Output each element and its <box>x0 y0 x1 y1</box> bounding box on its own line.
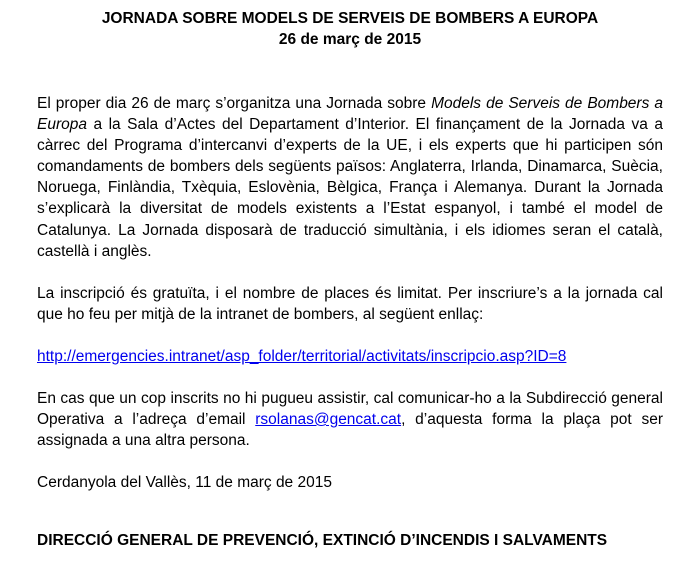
cancellation-paragraph <box>37 388 663 451</box>
title-line-1: JORNADA SOBRE MODELS DE SERVEIS DE BOMBERS A EUROPA <box>101 10 599 27</box>
cancellation-text-start: En cas que un cop inscrits no hi pugueu assistir, cal comunicar-ho a la Subdirecció general Operativa a l’adreça d’email <box>37 390 663 429</box>
event-name: Models de Serveis de Bombers a Europa <box>37 95 663 134</box>
contact-email-link[interactable]: rsolanas@gencat.cat <box>255 411 402 429</box>
inscription-paragraph: La inscripció és gratuïta, i el nombre de places és limitat. Per inscriure’s a la jornada cal que ho feu per mitjà de la intranet de bombers, al següent enllaç: <box>37 284 663 323</box>
link-paragraph <box>37 346 663 367</box>
document-page <box>37 8 663 551</box>
document-title <box>37 8 663 50</box>
intro-text-end: a la Sala d’Actes del Departament d’Interior. El finançament de la Jornada va a càrrec del Programa d’intercanvi d’experts de la UE, i els experts que hi participen són comandaments de bombers dels següents països: Anglaterra, Irlanda, Dinamarca, Suècia, Noruega, Finlàndia, Txèquia, Eslovènia, Bèlgica, França i Alemanya. Durant la Jornada s’explicarà la diversitat de models existents a l’Estat espanyol, i també el model de Catalunya. La Jornada disposarà de traducció simultània, i els idiomes seran el català, castellà i anglès. <box>37 116 663 260</box>
place-date: Cerdanyola del Vallès, 11 de març de 2015 <box>37 474 332 492</box>
cancellation-text-end: , d’aquesta forma la plaça pot ser assignada a una altra persona. <box>37 411 663 450</box>
intro-text-start: El proper dia 26 de març s’organitza una Jornada sobre <box>37 95 432 112</box>
title-date: 26 de març de 2015 <box>278 31 422 48</box>
signature-department: DIRECCIÓ GENERAL DE PREVENCIÓ, EXTINCIÓ D’INCENDIS I SALVAMENTS <box>37 532 608 550</box>
registration-link[interactable]: http://emergencies.intranet/asp_folder/territorial/activitats/inscripcio.asp?ID=8 <box>37 347 567 365</box>
intro-paragraph <box>37 93 663 262</box>
